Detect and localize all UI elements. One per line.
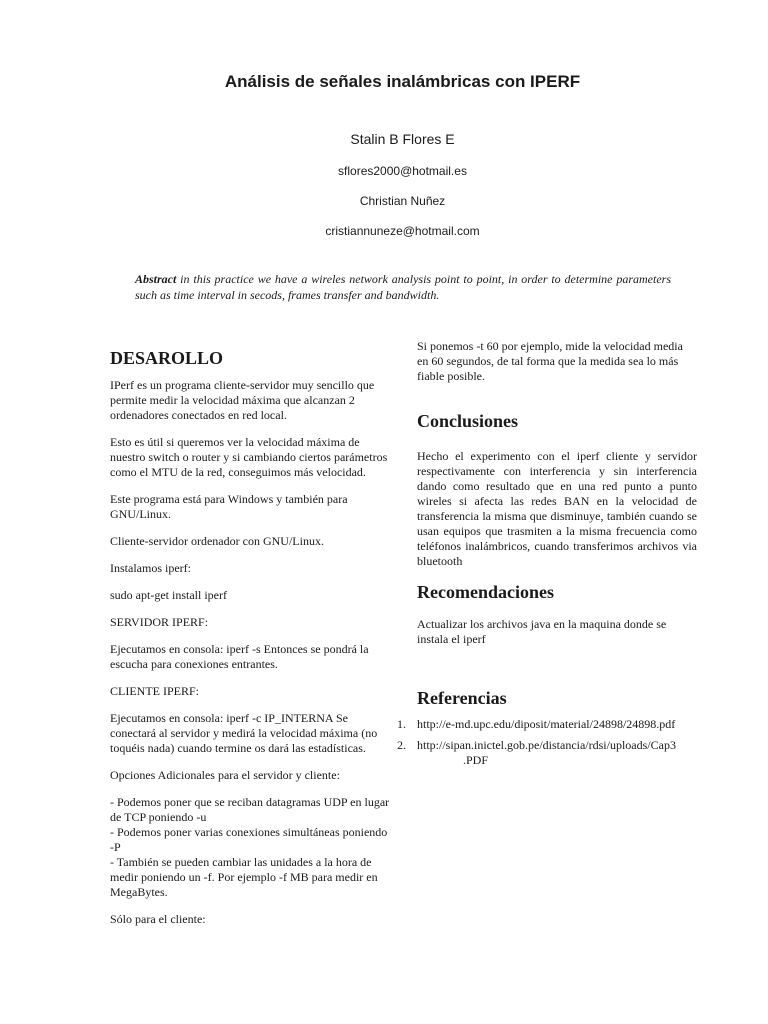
reference-number: 1. xyxy=(397,717,406,731)
author-email-1: sflores2000@hotmail.es xyxy=(338,164,467,178)
paragraph: Opciones Adicionales para el servidor y cliente: xyxy=(110,768,340,782)
recomendaciones-text: Actualizar los archivos java en la maquina donde se instala el iperf xyxy=(417,617,667,646)
reference-link[interactable]: http://sipan.inictel.gob.pe/distancia/rdsi/uploads/Cap3 xyxy=(417,738,676,752)
left-column xyxy=(110,345,390,939)
reference-link[interactable]: http://e-md.upc.edu/diposit/material/24898/24898.pdf xyxy=(417,717,676,731)
paragraph: CLIENTE IPERF: xyxy=(110,684,199,698)
abstract-text: in this practice we have a wireles network analysis point to point, in order to determine parameters such as time interval in secods, frames transfer and bandwidth. xyxy=(135,272,671,302)
options-list xyxy=(110,795,390,900)
author-name-2: Christian Nuñez xyxy=(359,194,446,208)
abstract-label: Abstract xyxy=(135,272,177,286)
right-column xyxy=(397,339,697,774)
section-heading-conclusiones: Conclusiones xyxy=(417,411,519,431)
conclusiones-text: Hecho el experimento con el iperf cliente y servidor respectivamente con interferencia y sin interferencia dando como resultado que en una red punto a punto wireles si afecta las redes BAN en la velocidad de transferencia la misma que disminuye, también cuando se usan equipos que trasmiten a la misma frecuencia como teléfonos inalámbricos, cuando transferimos archivos via bluetooth xyxy=(417,449,697,568)
paragraph: Ejecutamos en consola: iperf -c IP_INTERNA Se conectará al servidor y medirá la velocidad máxima (no toquéis nada) cuando termine os dará las estadísticas. xyxy=(110,711,378,755)
reference-list xyxy=(397,717,697,768)
paragraph: Instalamos iperf: xyxy=(110,561,191,575)
paragraph: Esto es útil si queremos ver la velocidad máxima de nuestro switch o router y si cambiando ciertos parámetros como el MTU de la red, conseguimos más velocidad. xyxy=(110,435,388,479)
option-item: - Podemos poner que se reciban datagramas UDP en lugar de TCP poniendo -u xyxy=(110,795,390,824)
section-heading-recomendaciones: Recomendaciones xyxy=(417,582,554,602)
paragraph: SERVIDOR IPERF: xyxy=(110,615,209,629)
paragraph: Ejecutamos en consola: iperf -s Entonces se pondrá la escucha para conexiones entrantes. xyxy=(110,642,369,671)
reference-item xyxy=(397,738,697,768)
option-item: - Podemos poner varias conexiones simultáneas poniendo -P xyxy=(110,825,388,854)
abstract xyxy=(135,271,671,303)
reference-link-continuation[interactable]: .PDF xyxy=(463,753,489,767)
author-email-2: cristiannuneze@hotmail.com xyxy=(325,224,480,238)
paragraph: Cliente-servidor ordenador con GNU/Linux. xyxy=(110,534,324,548)
paragraph: IPerf es un programa cliente-servidor muy sencillo que permite medir la velocidad máxima que alcanzan 2 ordenadores conectados en red local. xyxy=(110,378,375,422)
section-heading-desarollo: DESAROLLO xyxy=(110,348,224,368)
option-item: - También se pueden cambiar las unidades a la hora de medir poniendo un -f. Por ejemplo -f MB para medir en MegaBytes. xyxy=(110,855,378,899)
command-line: sudo apt-get install iperf xyxy=(110,588,227,602)
paragraph: Sólo para el cliente: xyxy=(110,912,206,926)
paragraph: Este programa está para Windows y también para GNU/Linux. xyxy=(110,492,348,521)
reference-item xyxy=(397,717,697,732)
paper-title: Análisis de señales inalámbricas con IPERF xyxy=(224,72,581,91)
author-name-1: Stalin B Flores E xyxy=(350,131,455,147)
paragraph: Si ponemos -t 60 por ejemplo, mide la velocidad media en 60 segundos, de tal forma que la medida sea lo más fiable posible. xyxy=(417,339,683,383)
reference-number: 2. xyxy=(397,738,406,752)
section-heading-referencias: Referencias xyxy=(417,688,507,708)
